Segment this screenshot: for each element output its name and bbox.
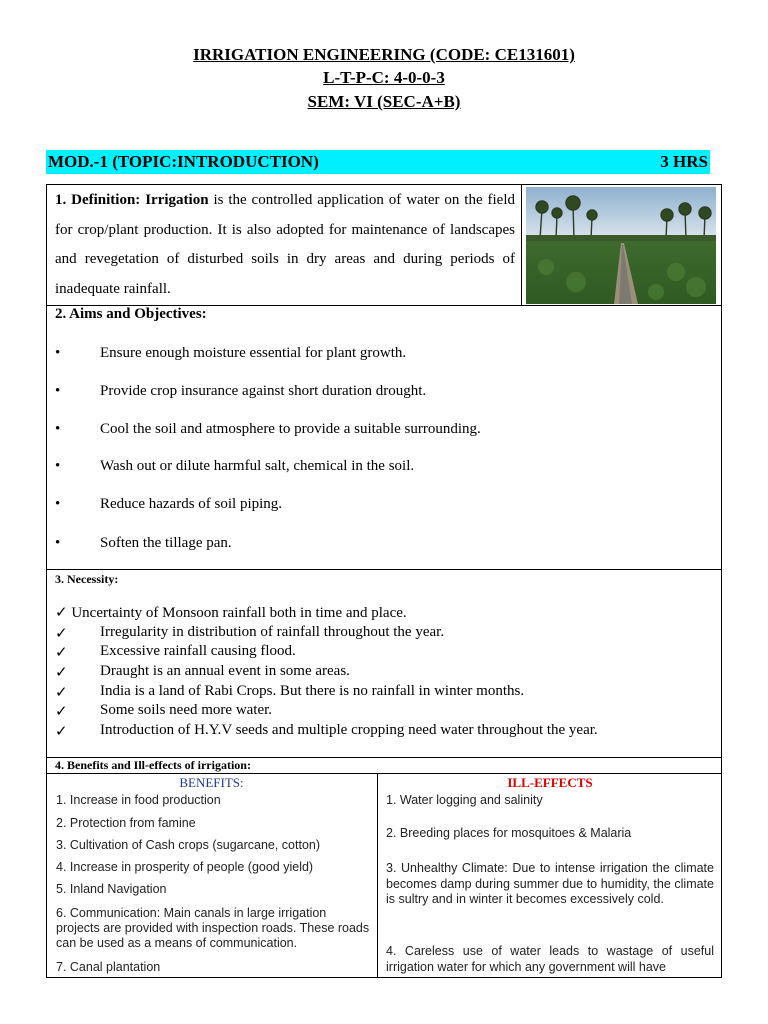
definition-term: Irrigation — [145, 192, 209, 208]
bullet-icon: • — [55, 421, 61, 437]
aims-title: 2. Aims and Objectives: — [55, 306, 207, 322]
bullet-icon: • — [55, 496, 61, 512]
column-divider — [521, 184, 522, 306]
necessity-item: ✓ Uncertainty of Monsoon rainfall both in time and place. — [55, 605, 407, 621]
benefit-item: 2. Protection from famine — [56, 816, 196, 830]
necessity-item: ✓ Introduction of H.Y.V seeds and multiple cropping need water throughout the year. — [55, 722, 598, 740]
check-icon: ✓ — [55, 645, 68, 661]
benefit-item: 7. Canal plantation — [56, 960, 161, 974]
bullet-icon: • — [55, 345, 61, 361]
irrigation-field-photo — [526, 187, 716, 304]
benefit-item: 1. Increase in food production — [56, 793, 221, 807]
bullet-icon: • — [55, 535, 61, 551]
check-icon: ✓ — [55, 704, 68, 720]
benefits-heading: BENEFITS: — [179, 775, 244, 790]
ltpc-line: L-T-P-C: 4-0-0-3 — [323, 68, 445, 87]
column-divider — [377, 773, 378, 978]
necessity-item: ✓ Some soils need more water. — [55, 702, 273, 720]
definition-body: is the controlled application of water on the field for crop/plant production. It is also adopted for maintenance of landscapes and revegetation of disturbed soils in dry areas and during periods of inadequate rainfall. — [55, 192, 516, 297]
ill-effect-item: 1. Water logging and salinity — [386, 793, 543, 807]
ill-effect-item: 2. Breeding places for mosquitoes & Malaria — [386, 826, 632, 840]
check-icon: ✓ — [55, 724, 68, 740]
row-divider — [46, 569, 722, 570]
module-bar — [46, 150, 710, 174]
necessity-item: ✓ Irregularity in distribution of rainfall throughout the year. — [55, 624, 445, 642]
benefits-section-title: 4. Benefits and Ill-effects of irrigation: — [55, 758, 251, 772]
necessity-item: ✓ Draught is an annual event in some areas. — [55, 663, 350, 681]
definition-number: 1. Definition: — [55, 192, 141, 208]
benefit-item: 5. Inland Navigation — [56, 882, 167, 896]
bullet-icon: • — [55, 458, 61, 474]
benefit-item: 3. Cultivation of Cash crops (sugarcane, cotton) — [56, 838, 321, 852]
row-divider — [46, 773, 722, 774]
check-icon: ✓ — [55, 685, 68, 701]
benefit-item: 6. Communication: Main canals in large irrigation projects are provided with inspection roads. These roads can be used as a means of communication. — [56, 906, 370, 950]
ill-effect-item: 3. Unhealthy Climate: Due to intense irrigation the climate becomes damp during summer due to humidity, the climate is sultry and in winter it becomes excessively cold. — [386, 861, 714, 906]
ill-effect-item: 4. Careless use of water leads to wastage of useful irrigation water for which any government will have — [386, 944, 714, 974]
module-hours: 3 HRS — [660, 152, 708, 171]
benefit-item: 4. Increase in prosperity of people (good yield) — [56, 860, 314, 874]
necessity-title: 3. Necessity: — [55, 572, 119, 586]
check-icon: ✓ — [55, 665, 68, 681]
semester-line: SEM: VI (SEC-A+B) — [307, 92, 461, 111]
ill-effects-heading: ILL-EFFECTS — [507, 775, 593, 790]
necessity-item: ✓ Excessive rainfall causing flood. — [55, 643, 296, 661]
bullet-icon: • — [55, 383, 61, 399]
check-icon: ✓ — [55, 605, 68, 621]
course-title: IRRIGATION ENGINEERING (CODE: CE131601) — [193, 45, 575, 64]
module-title: MOD.-1 (TOPIC:INTRODUCTION) — [48, 152, 319, 171]
check-icon: ✓ — [55, 626, 68, 642]
definition-paragraph — [55, 186, 515, 304]
necessity-item: ✓ India is a land of Rabi Crops. But there is no rainfall in winter months. — [55, 683, 525, 701]
